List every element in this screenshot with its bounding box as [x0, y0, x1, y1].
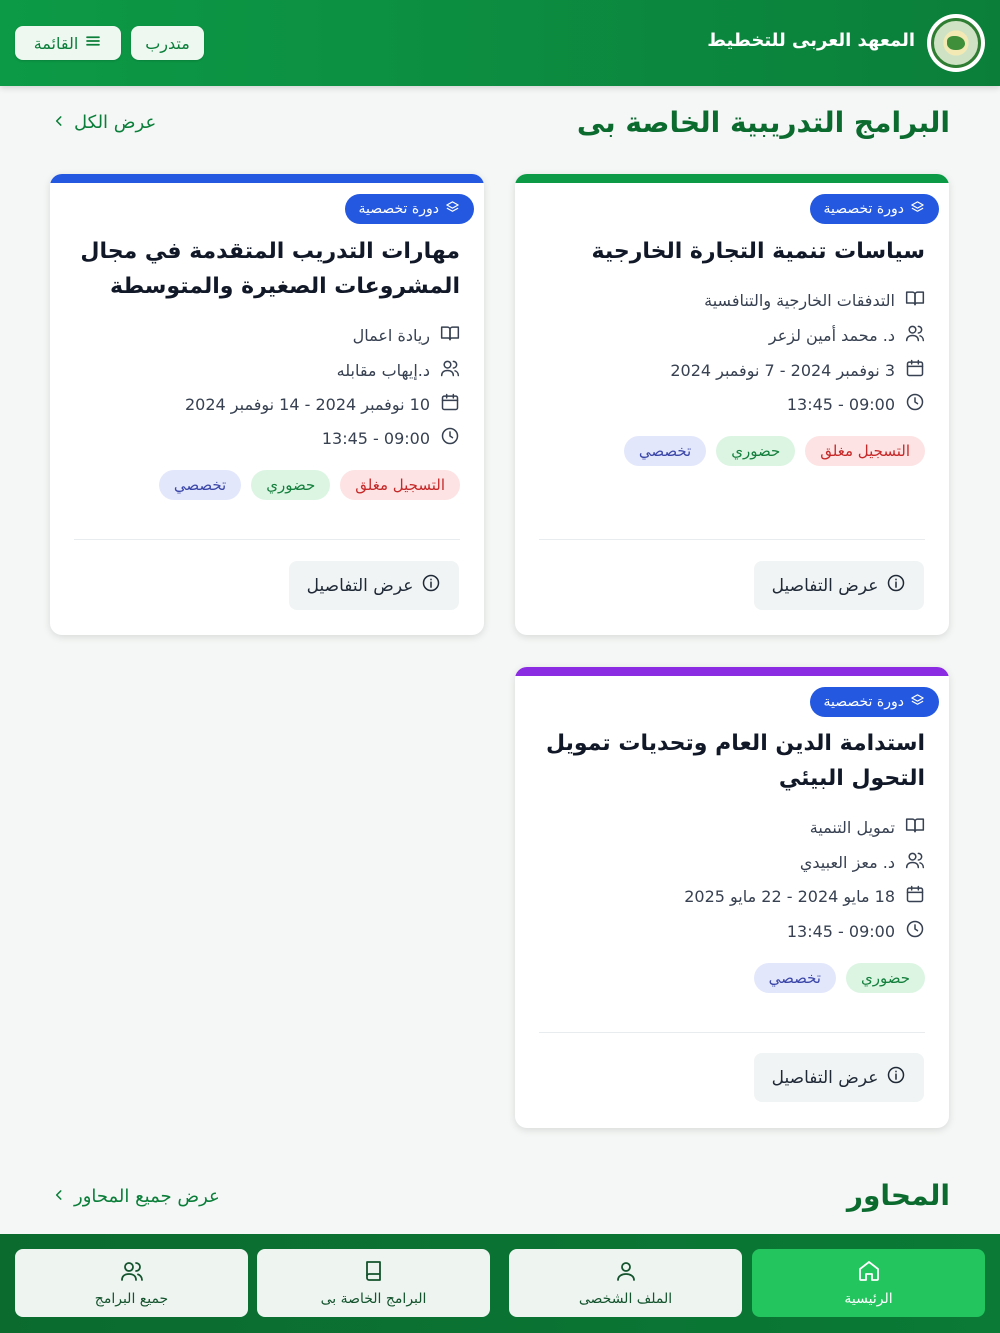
badge-label: دورة تخصصية — [823, 201, 904, 217]
top-bar — [0, 0, 1000, 86]
course-type-badge — [810, 194, 940, 224]
program-instructor — [539, 850, 925, 874]
calendar-icon — [905, 884, 925, 908]
program-tags — [624, 436, 925, 466]
program-topic — [539, 815, 925, 839]
nav-my-programs[interactable] — [257, 1249, 490, 1317]
users-icon — [120, 1259, 144, 1287]
time-text: 09:00 - 13:45 — [786, 394, 895, 414]
card-divider — [539, 1032, 925, 1033]
specialized-tag: تخصصي — [624, 436, 706, 466]
program-instructor — [74, 358, 460, 382]
nav-profile-label: الملف الشخصى — [578, 1291, 673, 1307]
view-all-programs-link[interactable] — [52, 112, 156, 133]
specialized-tag: تخصصي — [754, 963, 836, 993]
role-label: متدرب — [145, 33, 190, 53]
topic-text: ريادة اعمال — [352, 325, 430, 345]
program-title: سياسات تنمية التجارة الخارجية — [591, 239, 925, 264]
program-dates — [539, 358, 925, 382]
registration-closed-tag: التسجيل مغلق — [340, 470, 460, 500]
card-divider — [539, 539, 925, 540]
book-icon — [905, 288, 925, 312]
chevron-left-icon — [52, 1186, 66, 1207]
program-tags — [754, 963, 925, 993]
nav-all-programs-label: جميع البرامج — [94, 1291, 169, 1307]
layers-icon — [910, 200, 925, 219]
layers-icon — [910, 693, 925, 712]
program-dates — [539, 884, 925, 908]
program-card[interactable] — [50, 174, 484, 635]
nav-profile[interactable] — [509, 1249, 742, 1317]
program-time — [539, 919, 925, 943]
program-time — [539, 392, 925, 416]
details-label: عرض التفاصيل — [771, 1067, 879, 1088]
program-tags — [159, 470, 460, 500]
topic-text: التدفقات الخارجية والتنافسية — [704, 290, 895, 310]
info-icon — [421, 573, 441, 598]
registration-closed-tag: التسجيل مغلق — [805, 436, 925, 466]
in-person-tag: حضوري — [251, 470, 330, 500]
logo-emblem — [931, 18, 981, 68]
time-text: 09:00 - 13:45 — [786, 921, 895, 941]
topic-text: تمويل التنمية — [809, 817, 895, 837]
book-icon — [905, 815, 925, 839]
chevron-left-icon — [52, 112, 66, 133]
program-instructor — [539, 323, 925, 347]
clock-icon — [905, 392, 925, 416]
details-label: عرض التفاصيل — [306, 575, 414, 596]
instructor-text: د. معز العبيدي — [799, 852, 895, 872]
card-divider — [74, 539, 460, 540]
view-all-axes-link[interactable] — [52, 1186, 220, 1207]
dates-text: 3 نوفمبر 2024 - 7 نوفمبر 2024 — [670, 360, 895, 380]
nav-all-programs[interactable] — [15, 1249, 248, 1317]
nav-my-programs-label: البرامج الخاصة بى — [320, 1291, 427, 1307]
details-label: عرض التفاصيل — [771, 575, 879, 596]
calendar-icon — [905, 358, 925, 382]
badge-label: دورة تخصصية — [823, 694, 904, 710]
view-details-button[interactable] — [289, 561, 459, 610]
role-button[interactable] — [131, 26, 204, 60]
program-topic — [74, 323, 460, 347]
badge-label: دورة تخصصية — [358, 201, 439, 217]
clock-icon — [905, 919, 925, 943]
program-dates — [74, 392, 460, 416]
clock-icon — [440, 426, 460, 450]
book-icon — [440, 323, 460, 347]
layers-icon — [445, 200, 460, 219]
user-icon — [614, 1259, 638, 1287]
users-icon — [905, 323, 925, 347]
my-programs-title: البرامج التدريبية الخاصة بى — [576, 106, 950, 139]
program-topic — [539, 288, 925, 312]
view-all-axes-label: عرض جميع المحاور — [74, 1186, 220, 1207]
calendar-icon — [440, 392, 460, 416]
dates-text: 18 مايو 2024 - 22 مايو 2025 — [684, 886, 895, 906]
instructor-text: د. محمد أمين لزعر — [768, 325, 895, 345]
card-accent — [515, 174, 949, 183]
menu-label: القائمة — [33, 33, 79, 53]
nav-home[interactable] — [752, 1249, 985, 1317]
home-icon — [857, 1259, 881, 1287]
in-person-tag: حضوري — [716, 436, 795, 466]
specialized-tag: تخصصي — [159, 470, 241, 500]
brand-name: المعهد العربى للتخطيط — [707, 30, 915, 51]
program-title: استدامة الدين العام وتحديات تمويل التحول البيئي — [545, 731, 925, 791]
axes-title: المحاور — [846, 1179, 950, 1212]
menu-icon — [84, 32, 102, 54]
users-icon — [905, 850, 925, 874]
instructor-text: د.إيهاب مقابله — [336, 360, 430, 380]
info-icon — [886, 1065, 906, 1090]
program-time — [74, 426, 460, 450]
card-accent — [50, 174, 484, 183]
course-type-badge — [345, 194, 475, 224]
institute-logo[interactable] — [927, 14, 985, 72]
book-icon — [362, 1259, 386, 1287]
program-title: مهارات التدريب المتقدمة في مجال المشروعات الصغيرة والمتوسطة — [80, 239, 460, 299]
menu-button[interactable] — [15, 26, 121, 60]
nav-home-label: الرئيسية — [844, 1291, 893, 1307]
info-icon — [886, 573, 906, 598]
program-card[interactable] — [515, 667, 949, 1128]
time-text: 09:00 - 13:45 — [321, 428, 430, 448]
view-all-label: عرض الكل — [74, 112, 157, 133]
program-card[interactable] — [515, 174, 949, 635]
dates-text: 10 نوفمبر 2024 - 14 نوفمبر 2024 — [184, 394, 430, 414]
card-accent — [515, 667, 949, 676]
view-details-button[interactable] — [754, 1053, 924, 1102]
bottom-nav — [0, 1234, 1000, 1333]
course-type-badge — [810, 687, 940, 717]
in-person-tag: حضوري — [846, 963, 925, 993]
users-icon — [440, 358, 460, 382]
view-details-button[interactable] — [754, 561, 924, 610]
